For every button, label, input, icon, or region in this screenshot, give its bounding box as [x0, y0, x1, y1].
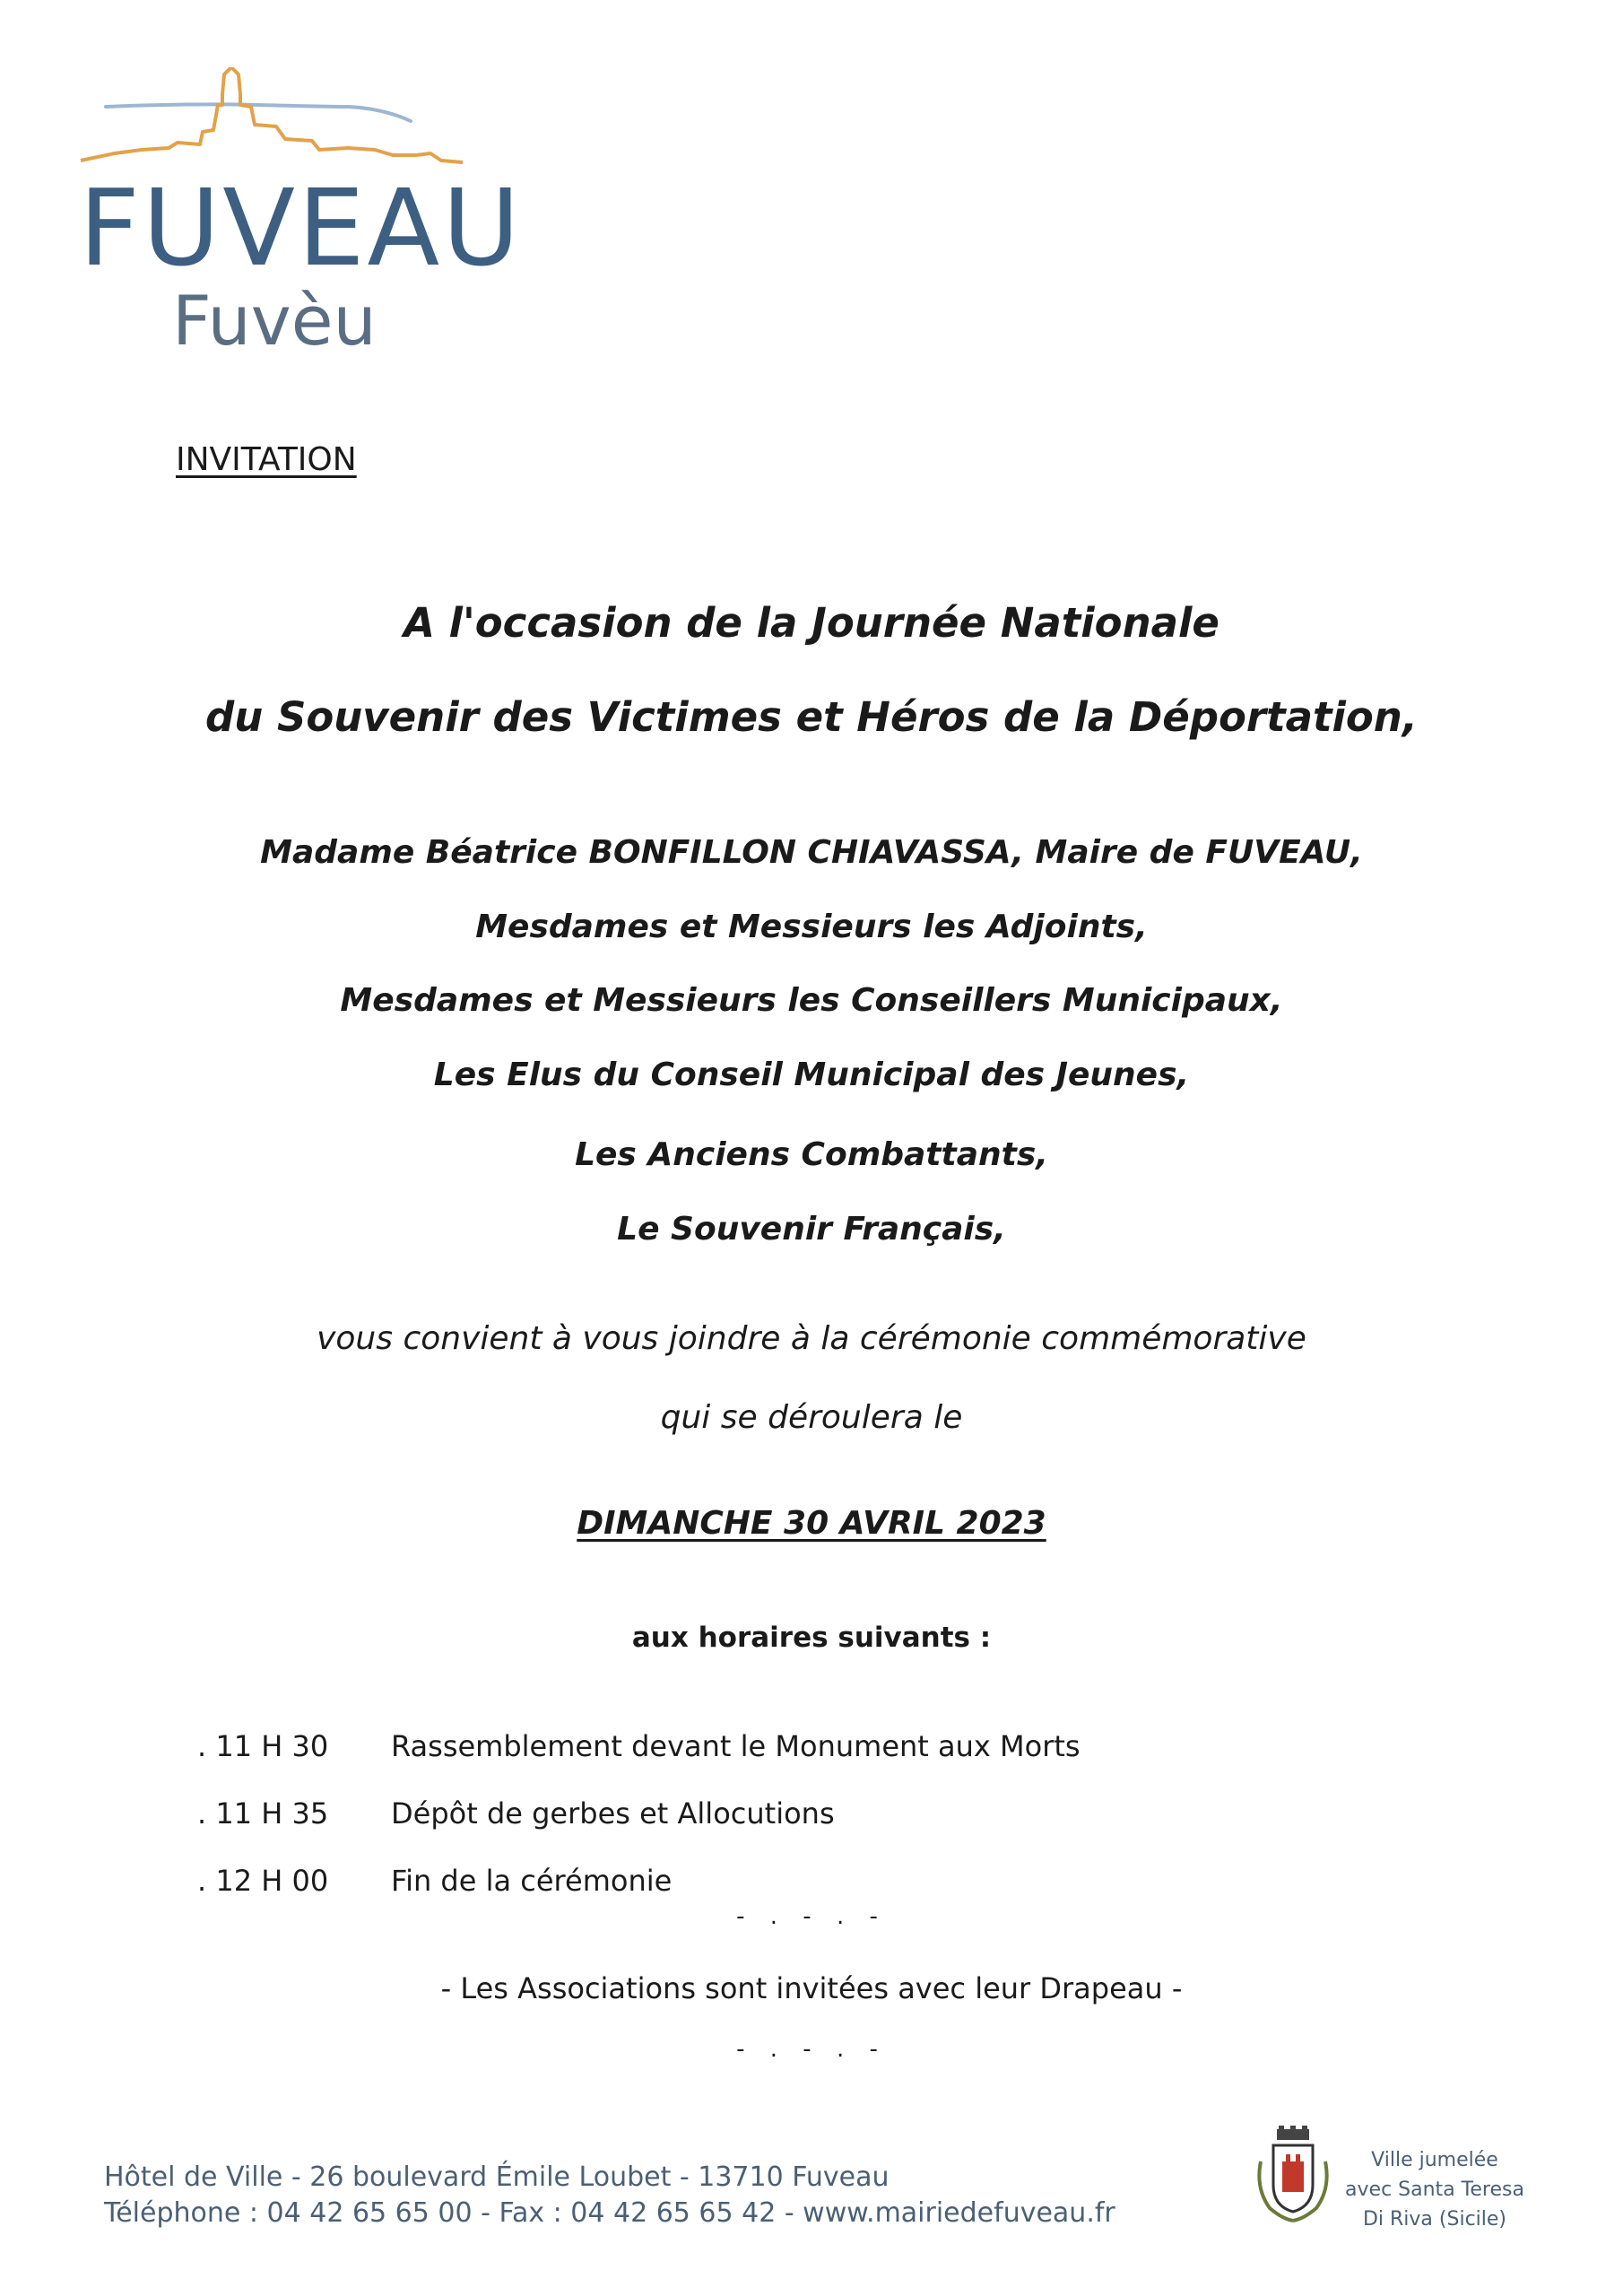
- fuveau-logo: [79, 67, 523, 361]
- host-line: Mesdames et Messieurs les Adjoints,: [475, 909, 1148, 945]
- host-line: Les Anciens Combattants,: [575, 1136, 1048, 1173]
- invite-text-line-1: vous convient à vous joindre à la cérémonie commémorative: [317, 1320, 1306, 1357]
- footer-address: Hôtel de Ville - 26 boulevard Émile Loubet - 13710 Fuveau: [104, 2161, 890, 2193]
- schedule-label: Fin de la cérémonie: [391, 1864, 673, 1898]
- heading-line-1: A l'occasion de la Journée Nationale: [404, 599, 1219, 647]
- invitation-label: INVITATION: [176, 441, 357, 478]
- heading-line-2: du Souvenir des Victimes et Héros de la Déportation,: [205, 693, 1418, 741]
- schedule-time: . 11 H 35: [197, 1796, 329, 1831]
- host-line: Mesdames et Messieurs les Conseillers Municipaux,: [340, 982, 1283, 1019]
- separator: - . - . -: [736, 2036, 887, 2063]
- schedule-title: aux horaires suivants :: [631, 1622, 992, 1654]
- host-line: Le Souvenir Français,: [617, 1211, 1006, 1248]
- town-crest-icon: [1252, 2126, 1334, 2224]
- twinning-line: Ville jumelée: [1371, 2149, 1498, 2171]
- twinning-line: Di Riva (Sicile): [1362, 2208, 1507, 2231]
- village-skyline-logo: [79, 67, 473, 166]
- host-line: Madame Béatrice BONFILLON CHIAVASSA, Maire de FUVEAU,: [260, 834, 1363, 871]
- schedule-time: . 11 H 30: [197, 1729, 329, 1763]
- logo-title: FUVEAU: [79, 166, 523, 290]
- host-line: Les Elus du Conseil Municipal des Jeunes,: [433, 1057, 1190, 1093]
- schedule-time: . 12 H 00: [197, 1864, 329, 1898]
- schedule-label: Rassemblement devant le Monument aux Morts: [391, 1729, 1081, 1763]
- event-date: DIMANCHE 30 AVRIL 2023: [577, 1505, 1046, 1542]
- associations-note: - Les Associations sont invitées avec leur Drapeau -: [440, 1971, 1183, 2005]
- separator: - . - . -: [736, 1903, 887, 1930]
- logo-subtitle: Fuvèu: [172, 281, 377, 361]
- twinning-note: [1336, 2145, 1533, 2234]
- schedule-label: Dépôt de gerbes et Allocutions: [391, 1796, 835, 1831]
- footer-contact: Téléphone : 04 42 65 65 00 - Fax : 04 42 65 65 42 - www.mairiedefuveau.fr: [104, 2197, 1115, 2229]
- invite-text-line-2: qui se déroulera le: [660, 1399, 963, 1436]
- twinning-line: avec Santa Teresa: [1345, 2179, 1524, 2201]
